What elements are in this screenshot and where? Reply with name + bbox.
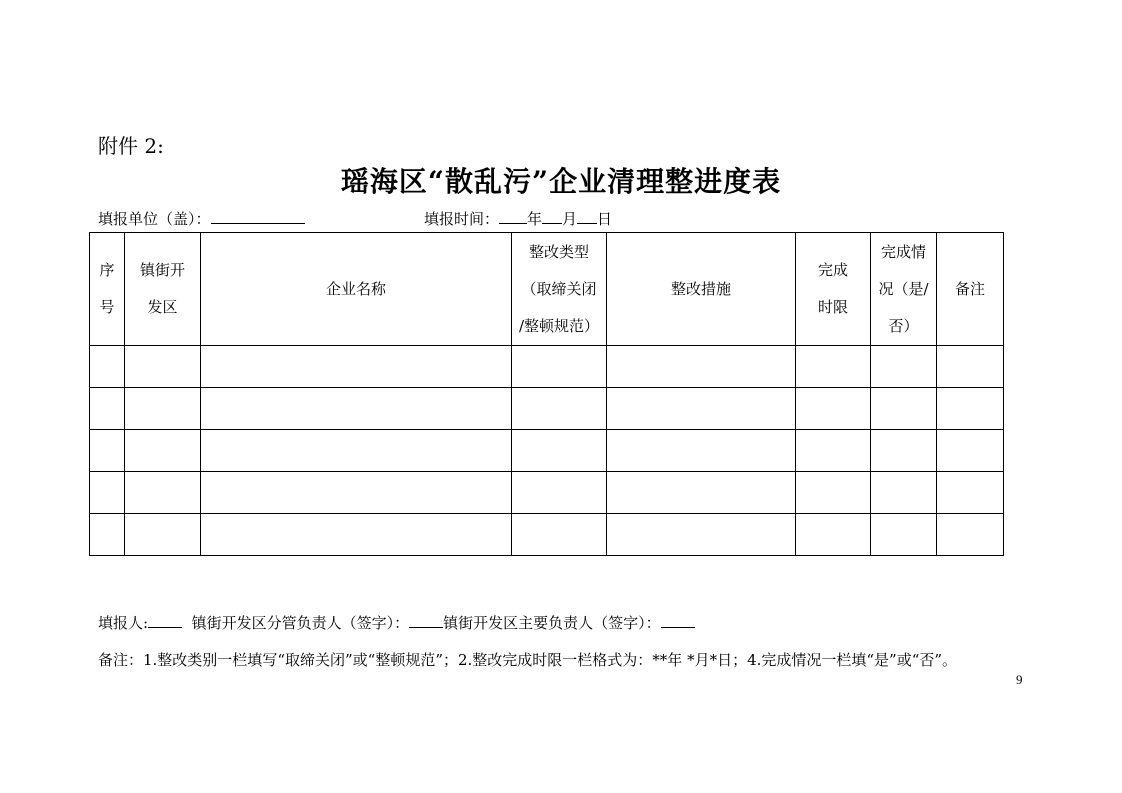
header-measures: 整改措施 bbox=[607, 233, 796, 346]
table-cell[interactable] bbox=[937, 430, 1004, 472]
table-cell[interactable] bbox=[201, 514, 512, 556]
reporter-label: 填报人: bbox=[98, 614, 149, 632]
header-rectification-type: 整改类型 （取缔关闭 /整顿规范） bbox=[512, 233, 607, 346]
table-cell[interactable] bbox=[125, 346, 201, 388]
table-cell[interactable] bbox=[607, 472, 796, 514]
chief-label: 镇街开发区主要负责人（签字）： bbox=[443, 614, 661, 632]
header-company-name: 企业名称 bbox=[201, 233, 512, 346]
table-cell[interactable] bbox=[125, 472, 201, 514]
table-cell[interactable] bbox=[937, 388, 1004, 430]
table-cell[interactable] bbox=[871, 430, 937, 472]
table-row bbox=[90, 346, 1004, 388]
day-blank bbox=[577, 209, 597, 224]
table-cell[interactable] bbox=[607, 388, 796, 430]
attachment-label: 附件 2: bbox=[98, 134, 164, 158]
table-cell[interactable] bbox=[201, 388, 512, 430]
table-cell[interactable] bbox=[937, 472, 1004, 514]
table-row bbox=[90, 388, 1004, 430]
table-cell[interactable] bbox=[125, 514, 201, 556]
table-cell[interactable] bbox=[125, 430, 201, 472]
day-label: 日 bbox=[597, 210, 613, 228]
table-cell[interactable] bbox=[512, 346, 607, 388]
remarks-note: 备注：1.整改类别一栏填写“取缔关闭”或“整顿规范”；2.整改完成时限一栏格式为：**年 *月*日；4.完成情况一栏填“是”或“否”。 bbox=[98, 651, 958, 669]
table-cell[interactable] bbox=[201, 346, 512, 388]
header-serial: 序 号 bbox=[90, 233, 125, 346]
fill-unit-label: 填报单位（盖）： bbox=[98, 210, 211, 228]
table-cell[interactable] bbox=[125, 388, 201, 430]
reporter-blank bbox=[148, 613, 182, 628]
table-cell[interactable] bbox=[607, 346, 796, 388]
table-header-row bbox=[90, 233, 1004, 346]
table-cell[interactable] bbox=[937, 514, 1004, 556]
table-cell[interactable] bbox=[512, 388, 607, 430]
table-cell[interactable] bbox=[796, 514, 871, 556]
fill-unit-row bbox=[98, 208, 305, 229]
table-cell[interactable] bbox=[607, 430, 796, 472]
table-cell[interactable] bbox=[796, 472, 871, 514]
page-number: 9 bbox=[1016, 672, 1023, 687]
table-cell[interactable] bbox=[871, 388, 937, 430]
table-cell[interactable] bbox=[937, 346, 1004, 388]
table-cell[interactable] bbox=[90, 346, 125, 388]
document-title: 瑶海区“散乱污”企业清理整进度表 bbox=[340, 165, 782, 198]
deputy-blank bbox=[409, 613, 443, 628]
signature-row bbox=[98, 612, 695, 633]
table-cell[interactable] bbox=[90, 472, 125, 514]
table-cell[interactable] bbox=[512, 514, 607, 556]
fill-time-label: 填报时间： bbox=[424, 210, 500, 228]
table-cell[interactable] bbox=[796, 346, 871, 388]
deputy-label: 镇街开发区分管负责人（签字）： bbox=[191, 614, 410, 632]
table-cell[interactable] bbox=[607, 514, 796, 556]
header-town: 镇街开 发区 bbox=[125, 233, 201, 346]
fill-time-row bbox=[424, 208, 612, 229]
table-row bbox=[90, 514, 1004, 556]
month-label: 月 bbox=[562, 210, 578, 228]
table-cell[interactable] bbox=[90, 514, 125, 556]
year-label: 年 bbox=[527, 210, 543, 228]
table-cell[interactable] bbox=[796, 388, 871, 430]
table-cell[interactable] bbox=[90, 430, 125, 472]
header-deadline: 完成 时限 bbox=[796, 233, 871, 346]
table-cell[interactable] bbox=[871, 514, 937, 556]
table-row bbox=[90, 430, 1004, 472]
progress-table bbox=[89, 232, 1004, 556]
month-blank bbox=[542, 209, 562, 224]
table-cell[interactable] bbox=[871, 472, 937, 514]
table-cell[interactable] bbox=[512, 430, 607, 472]
table-cell[interactable] bbox=[512, 472, 607, 514]
table-cell[interactable] bbox=[201, 472, 512, 514]
table-row bbox=[90, 472, 1004, 514]
table-cell[interactable] bbox=[201, 430, 512, 472]
chief-blank bbox=[661, 613, 695, 628]
year-blank bbox=[499, 209, 527, 224]
table-cell[interactable] bbox=[90, 388, 125, 430]
table-cell[interactable] bbox=[871, 346, 937, 388]
fill-unit-blank bbox=[211, 209, 305, 224]
header-remarks: 备注 bbox=[937, 233, 1004, 346]
header-completion: 完成情 况（是/ 否） bbox=[871, 233, 937, 346]
table-cell[interactable] bbox=[796, 430, 871, 472]
